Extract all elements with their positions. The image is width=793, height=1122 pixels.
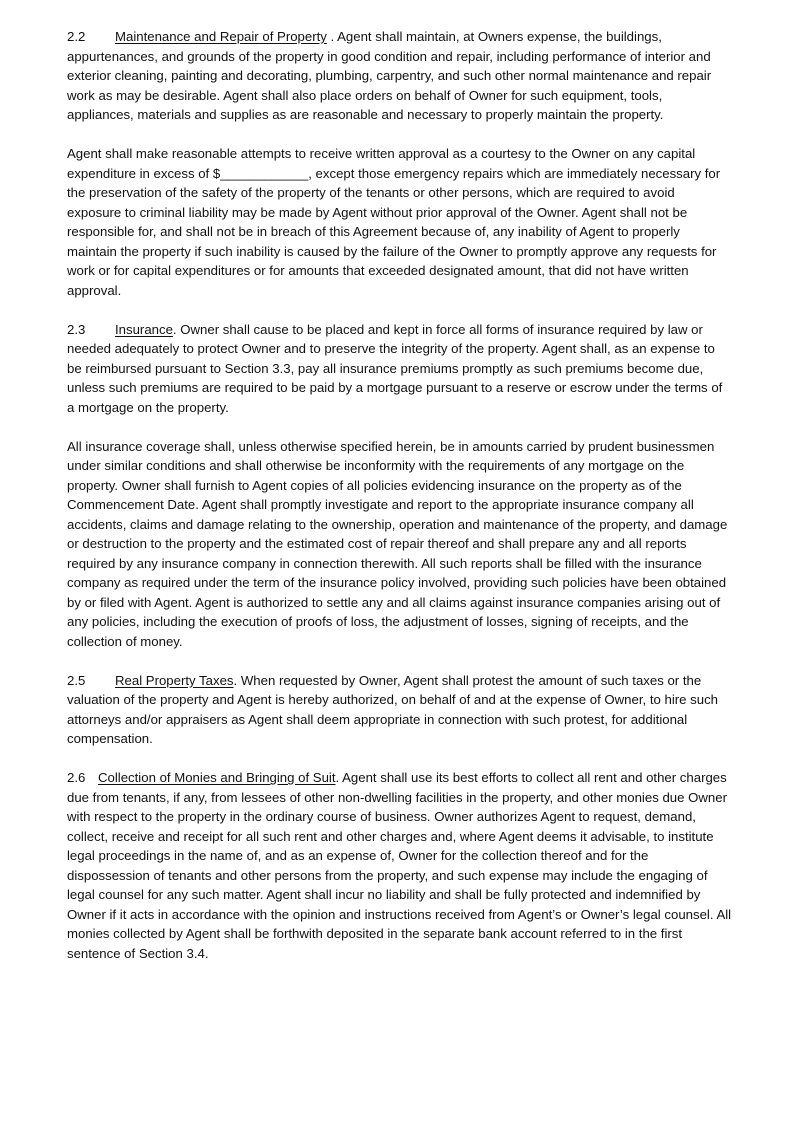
section-2-6-text: . Agent shall use its best efforts to collect all rent and other charges due from tenants, if any, from lessees of other non-dwelling facilities in the property, and other monies due Owner with respect to the property in the ordinary course of business. Owner authorizes Agent to request, demand, collect, receive and receipt for all such rent and other charges and, where Agent deems it advisable, to institute legal proceedings in the name of, and as an expense of, Owner for the collection thereof and for the dispossession of tenants and other persons from the property, and such expense may include the engaging of legal counsel for any such matter. Agent shall incur no liability and shall be fully protected and indemnified by Owner if it acts in accordance with the opinion and instructions received from Agent’s or Owner’s legal counsel. All monies collected by Agent shall be forthwith deposited in the separate bank account referred to in the first sentence of Section 3.4. xyxy=(67,770,732,961)
section-2-5-heading: Real Property Taxes xyxy=(115,672,234,688)
section-2-6-paragraph xyxy=(67,768,732,963)
section-2-2-text: . Agent shall maintain, at Owners expense, the buildings, appurtenances, and grounds of the property in good condition and repair, including performance of interior and exterior cleaning, painting and decorating, plumbing, carpentry, and such other normal maintenance and repair work as may be desirable. Agent shall also place orders on behalf of Owner for such equipment, tools, appliances, materials and supplies as are reasonable and necessary to properly maintain the property. xyxy=(67,29,712,122)
section-2-3-text: . Owner shall cause to be placed and kept in force all forms of insurance required by law or needed adequately to protect Owner and to preserve the integrity of the property. Agent shall, as an expense to be reimbursed pursuant to Section 3.3, pay all insurance premiums promptly as such premiums become due, unless such premiums are required to be paid by a mortgage pursuant to a reserve or escrow under the terms of a mortgage on the property. xyxy=(67,321,723,415)
document-page xyxy=(67,27,732,983)
section-2-5-paragraph xyxy=(67,671,732,749)
section-2-3-number: 2.3 xyxy=(67,321,86,337)
section-2-5-text: . When requested by Owner, Agent shall protest the amount of such taxes or the valuation of the property and Agent is hereby authorized, on behalf of and at the expense of Owner, to hire such attorneys and/or appraisers as Agent shall deem appropriate in connection with such protest, for additional compensation. xyxy=(67,672,719,746)
section-2-2-paragraph xyxy=(67,27,732,125)
section-2-6-heading: Collection of Monies and Bringing of Suit xyxy=(98,770,336,785)
section-2-2-number: 2.2 xyxy=(67,29,86,44)
section-2-3-paragraph xyxy=(67,320,732,418)
section-2-6-number: 2.6 xyxy=(67,770,86,785)
section-2-2-heading: Maintenance and Repair of Property xyxy=(115,29,327,44)
section-2-3-coverage-paragraph: All insurance coverage shall, unless otherwise specified herein, be in amounts carried by prudent businessmen under similar conditions and shall otherwise be inconformity with the requirements of any mortgage on the property. Owner shall furnish to Agent copies of all policies evidencing insurance on the property as of the Commencement Date. Agent shall promptly investigate and report to the appropriate insurance company all accidents, claims and damage relating to the ownership, operation and maintenance of the property, and damage or destruction to the property and the estimated cost of repair thereof and shall prepare any and all reports required by any insurance company in connection therewith. All such reports shall be filled with the insurance company as required under the term of the insurance policy involved, providing such policies have been obtained by or filed with Agent. Agent is authorized to settle any and all claims against insurance companies arising out of any policies, including the execution of proofs of loss, the adjustment of losses, signing of receipts, and the collection of money. xyxy=(67,438,728,649)
section-2-2-approval-paragraph: Agent shall make reasonable attempts to receive written approval as a courtesy to the Owner on any capital expenditure in excess of $____________, except those emergency repairs which are immediately necessary for the preservation of the safety of the property of the tenants or other persons, which are required to avoid exposure to criminal liability may be made by Agent without prior approval of the Owner. Agent shall not be responsible for, and shall not be in breach of this Agreement because of, any inability of Agent to properly maintain the property if such inability is caused by the failure of the Owner to promptly approve any requests for work or for capital expenditures or for amounts that exceeded designated amount, that did not have written approval. xyxy=(67,146,721,298)
section-2-5-number: 2.5 xyxy=(67,672,86,688)
section-2-3-heading: Insurance xyxy=(115,321,173,337)
